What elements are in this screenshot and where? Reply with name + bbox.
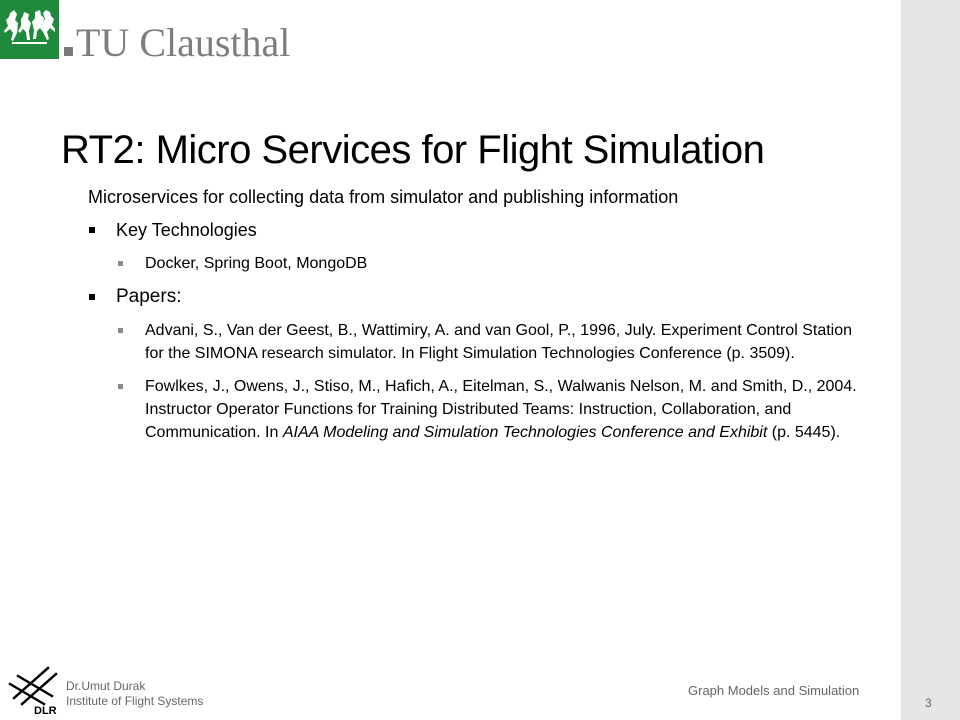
right-sidebar-strip xyxy=(901,0,960,720)
bullet-papers: Papers: xyxy=(88,285,868,309)
page-number: 3 xyxy=(925,696,932,710)
university-logo xyxy=(0,0,59,59)
slide-title: RT2: Micro Services for Flight Simulation xyxy=(61,128,765,172)
university-name: TU Clausthal xyxy=(76,20,291,65)
dlr-logo xyxy=(8,664,62,720)
dlr-logo-text: DLR xyxy=(34,705,57,716)
sub-bullet-paper-fowlkes xyxy=(88,375,868,444)
intro-text: Microservices for collecting data from simulator and publishing information xyxy=(88,187,679,207)
sub-bullet-technologies: Docker, Spring Boot, MongoDB xyxy=(88,252,868,275)
dlr-aircraft-cross-icon xyxy=(8,664,62,716)
bullet-key-technologies: Key Technologies xyxy=(88,218,868,242)
tu-clausthal-crest-icon xyxy=(4,6,55,46)
paper-fowlkes-venue: AIAA Modeling and Simulation Technologies Conference and Exhibit xyxy=(282,424,768,441)
paper-fowlkes-pages: (p. 5445). xyxy=(767,424,841,441)
logo-separator-dot xyxy=(64,47,73,56)
slide-content xyxy=(88,185,868,454)
paper-fowlkes-text: Fowlkes, J., Owens, J., Stiso, M., Hafich, A., Eitelman, S., Walwanis Nelson, M. and Smith, D., 2004. Instructor Operator Functions for Training Distributed Teams: Instruction, Collaboration, and Communication. In xyxy=(145,378,857,441)
sub-bullet-paper-advani: Advani, S., Van der Geest, B., Wattimiry, A. and van Gool, P., 1996, July. Experiment Control Station for the SIMONA research simulator. In Flight Simulation Technologies Conference (p. 3509). xyxy=(88,319,868,365)
footer-affiliation: Institute of Flight Systems xyxy=(66,694,204,708)
footer-presentation-title: Graph Models and Simulation xyxy=(688,683,860,698)
footer-author: Dr.Umut Durak xyxy=(66,679,146,693)
